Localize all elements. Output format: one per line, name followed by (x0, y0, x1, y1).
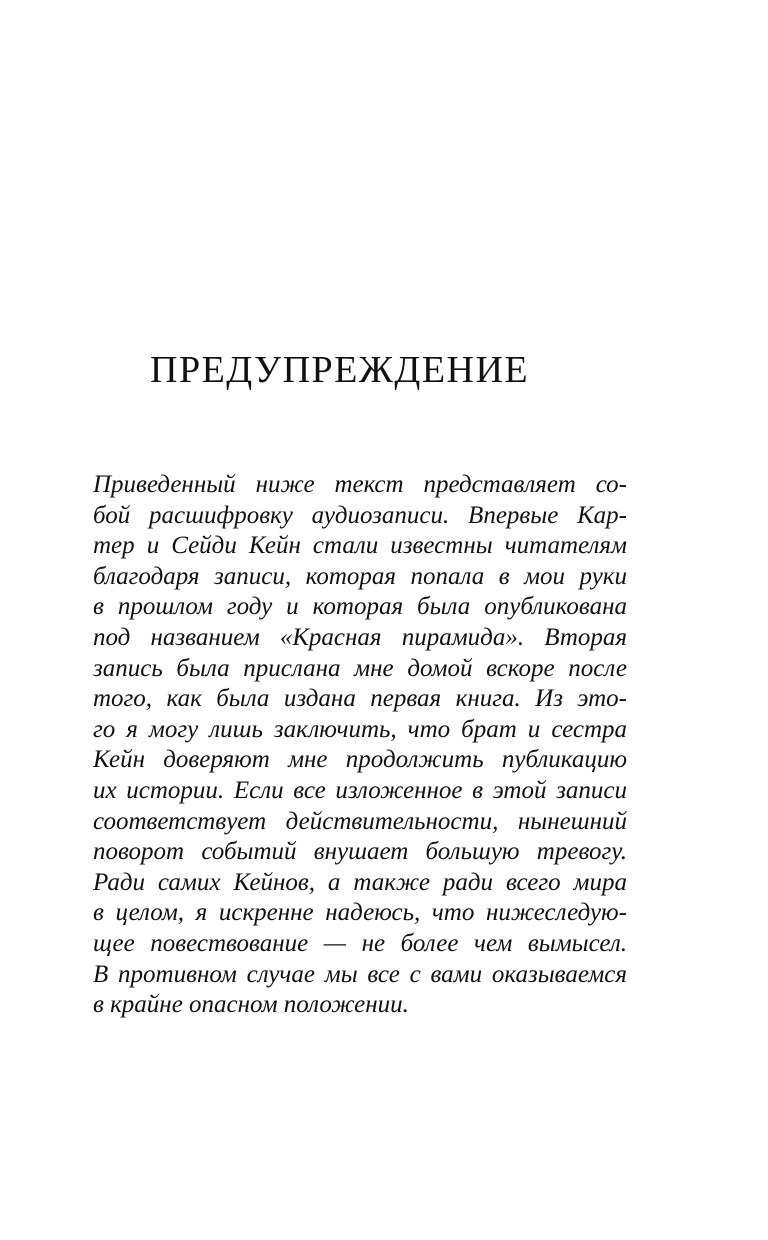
paragraph-line: в прошлом году и которая была опубликована (93, 593, 627, 621)
paragraph-line: поворот событий внушает большую тревогу. (93, 838, 627, 866)
paragraph-line: Кейн доверяют мне продолжить публикацию (93, 746, 627, 774)
warning-paragraph (93, 470, 627, 1021)
paragraph-line: соответствует действительности, нынешний (93, 807, 627, 835)
paragraph-line: в крайне опасном положении. (93, 991, 409, 1019)
paragraph-line: под названием «Красная пирамида». Вторая (93, 623, 627, 651)
paragraph-line: тер и Сейди Кейн стали известны читателям (93, 532, 627, 560)
paragraph-line: того, как была издана первая книга. Из это- (93, 685, 627, 713)
paragraph-line: их истории. Если все изложенное в этой записи (93, 776, 627, 804)
paragraph-line: благодаря записи, которая попала в мои руки (93, 562, 627, 590)
paragraph-line: го я могу лишь заключить, что брат и сестра (93, 715, 627, 743)
paragraph-line: В противном случае мы все с вами оказываемся (93, 960, 627, 988)
paragraph-line: Приведенный ниже текст представляет со- (93, 471, 627, 498)
paragraph-line: запись была прислана мне домой вскоре после (93, 654, 627, 682)
paragraph-line: в целом, я искренне надеюсь, что нижеследую- (93, 899, 627, 927)
paragraph-line: щее повествование — не более чем вымысел. (93, 929, 627, 957)
page-title: ПРЕДУПРЕЖДЕНИЕ (150, 349, 530, 391)
paragraph-line: Ради самих Кейнов, а также ради всего мира (93, 868, 627, 896)
paragraph-line: бой расшифровку аудиозаписи. Впервые Кар- (93, 501, 627, 529)
